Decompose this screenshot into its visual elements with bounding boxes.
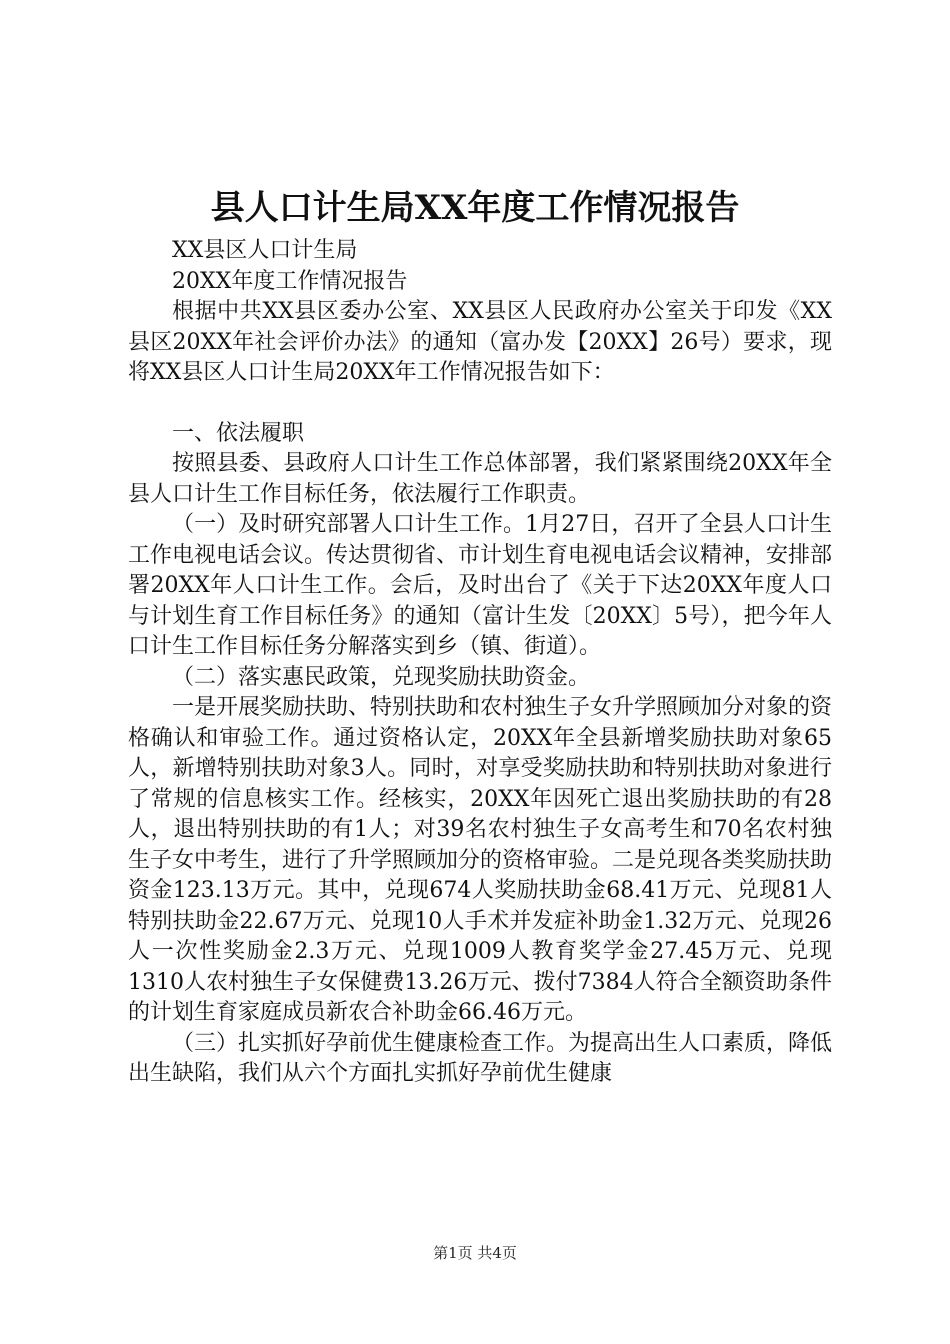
paragraph-org: XX县区人口计生局 [172,238,358,263]
paragraph-item-2: （二）落实惠民政策，兑现奖励扶助资金。 [172,664,591,690]
section-heading-1: 一、依法履职 [172,420,305,446]
paragraph-item-3: （三）扎实抓好孕前优生健康检查工作。为提高出生人口素质，降低出生缺陷，我们从六个方面扎实抓好孕前优生健康 [128,1030,833,1086]
paragraph-item-1: （一）及时研究部署人口计生工作。1月27日，召开了全县人口计生工作电视电话会议。传达贯彻省、市计划生育电视电话会议精神，安排部署20XX年人口计生工作。会后，及时出台了《关于下达20XX年度人口与计划生育工作目标任务》的通知（富计生发〔20XX〕5号），把今年人口计生工作目标任务分解落实到乡（镇、街道）。 [128,512,833,659]
paragraph-subtitle: 20XX年度工作情况报告 [172,268,408,294]
paragraph-overview: 按照县委、县政府人口计生工作总体部署，我们紧紧围绕20XX年全县人口计生工作目标任务，依法履行工作职责。 [128,451,832,507]
document-body [128,236,832,1090]
page-number-footer: 第1页 共4页 [433,1244,517,1262]
document-title: 县人口计生局XX年度工作情况报告 [210,188,740,228]
paragraph-intro: 根据中共XX县区委办公室、XX县区人民政府办公室关于印发《XX县区20XX年社会评价办法》的通知（富办发【20XX】26号）要求，现将XX县区人口计生局20XX年工作情况报告如下： [128,299,832,385]
paragraph-item-2-detail: 一是开展奖励扶助、特别扶助和农村独生子女升学照顾加分对象的资格确认和审验工作。通过资格认定，20XX年全县新增奖励扶助对象65人，新增特别扶助对象3人。同时，对享受奖励扶助和特别扶助对象进行了常规的信息核实工作。经核实，20XX年因死亡退出奖励扶助的有28人，退出特别扶助的有1人；对39名农村独生子女高考生和70名农村独生子女中考生，进行了升学照顾加分的资格审验。二是兑现各类奖励扶助资金123.13万元。其中，兑现674人奖励扶助金68.41万元、兑现81人特别扶助金22.67万元、兑现10人手术并发症补助金1.32万元、兑现26人一次性奖励金2.3万元、兑现1009人教育奖学金27.45万元、兑现1310人农村独生子女保健费13.26万元、拨付7384人符合全额资助条件的计划生育家庭成员新农合补助金66.46万元。 [128,695,833,1025]
